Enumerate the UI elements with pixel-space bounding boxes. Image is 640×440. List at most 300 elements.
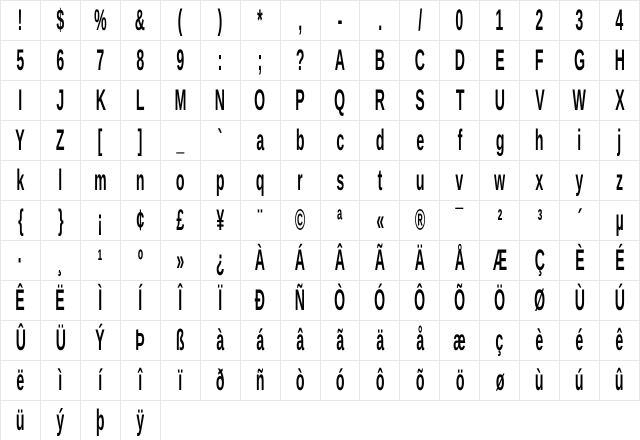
glyph-character: ý — [56, 403, 65, 437]
glyph-character: o — [175, 163, 185, 197]
glyph-cell[interactable] — [161, 1, 201, 41]
glyph-character: Ä — [414, 243, 425, 277]
glyph-character: r — [297, 163, 303, 197]
glyph-character: å — [415, 323, 424, 357]
glyph-cell[interactable] — [121, 401, 161, 440]
glyph-character: Æ — [492, 243, 507, 277]
glyph-cell[interactable] — [81, 321, 121, 361]
glyph-character: y — [575, 163, 584, 197]
glyph-character: v — [455, 163, 464, 197]
glyph-cell[interactable] — [121, 1, 161, 41]
glyph-cell[interactable] — [480, 1, 520, 41]
glyph-character: w — [494, 163, 506, 197]
glyph-character: Ø — [534, 283, 546, 317]
glyph-character: P — [295, 83, 305, 117]
glyph-cell[interactable] — [400, 161, 440, 201]
glyph-character: ø — [495, 363, 505, 397]
glyph-character: Ó — [374, 283, 386, 317]
glyph-cell[interactable] — [281, 241, 321, 281]
glyph-character: ï — [178, 363, 183, 397]
glyph-character: N — [215, 83, 226, 117]
glyph-character: s — [336, 163, 344, 197]
glyph-cell[interactable] — [440, 361, 480, 401]
glyph-cell[interactable] — [161, 281, 201, 321]
glyph-character: ² — [497, 203, 503, 237]
glyph-cell[interactable] — [121, 121, 161, 161]
glyph-cell[interactable] — [81, 41, 121, 81]
glyph-cell[interactable] — [201, 161, 241, 201]
glyph-character: ª — [337, 203, 343, 237]
glyph-character: 0 — [455, 3, 464, 37]
glyph-cell[interactable] — [321, 1, 361, 41]
glyph-cell[interactable] — [41, 241, 81, 281]
glyph-character: R — [374, 83, 385, 117]
glyph-character: V — [534, 83, 545, 117]
glyph-character: ì — [58, 363, 63, 397]
glyph-cell[interactable] — [600, 1, 640, 41]
glyph-character: W — [572, 83, 587, 117]
glyph-cell[interactable] — [400, 121, 440, 161]
glyph-character: ! — [18, 3, 23, 37]
glyph-cell[interactable] — [1, 241, 41, 281]
glyph-cell[interactable] — [360, 361, 400, 401]
glyph-character: ã — [336, 323, 344, 357]
glyph-cell[interactable] — [41, 41, 81, 81]
glyph-cell[interactable] — [520, 241, 560, 281]
glyph-cell[interactable] — [241, 241, 281, 281]
glyph-character: , — [298, 3, 302, 37]
glyph-character: Ñ — [294, 283, 306, 317]
glyph-cell[interactable] — [241, 161, 281, 201]
glyph-character: 7 — [96, 43, 105, 77]
glyph-character: { — [17, 203, 24, 237]
glyph-character: Í — [138, 283, 143, 317]
glyph-character: ? — [295, 43, 305, 77]
glyph-cell[interactable] — [201, 1, 241, 41]
glyph-cell[interactable] — [321, 321, 361, 361]
glyph-character: L — [135, 83, 145, 117]
glyph-cell[interactable] — [440, 81, 480, 121]
glyph-cell[interactable] — [1, 121, 41, 161]
glyph-cell[interactable] — [121, 241, 161, 281]
glyph-character: Ê — [15, 283, 26, 317]
glyph-cell[interactable] — [560, 361, 600, 401]
glyph-cell[interactable] — [400, 361, 440, 401]
glyph-cell[interactable] — [241, 1, 281, 41]
glyph-character: x — [535, 163, 544, 197]
glyph-character: $ — [56, 3, 65, 37]
glyph-character: G — [574, 43, 586, 77]
glyph-cell[interactable] — [360, 1, 400, 41]
glyph-cell[interactable] — [281, 41, 321, 81]
glyph-character: í — [98, 363, 103, 397]
glyph-cell[interactable] — [600, 241, 640, 281]
glyph-character: £ — [176, 203, 185, 237]
glyph-character: Õ — [454, 283, 466, 317]
glyph-cell[interactable] — [201, 321, 241, 361]
glyph-character: % — [94, 3, 107, 37]
glyph-cell[interactable] — [161, 321, 201, 361]
glyph-cell[interactable] — [480, 201, 520, 241]
glyph-character: Ã — [374, 243, 385, 277]
glyph-character: ´ — [577, 203, 582, 237]
glyph-cell[interactable] — [360, 241, 400, 281]
glyph-cell[interactable] — [321, 41, 361, 81]
glyph-cell[interactable] — [360, 161, 400, 201]
glyph-cell[interactable] — [440, 281, 480, 321]
glyph-cell[interactable] — [600, 81, 640, 121]
glyph-character: a — [256, 123, 265, 157]
glyph-cell[interactable] — [201, 81, 241, 121]
glyph-character: Ô — [414, 283, 426, 317]
glyph-cell[interactable] — [400, 41, 440, 81]
glyph-character: [ — [97, 123, 103, 157]
glyph-cell[interactable] — [440, 241, 480, 281]
glyph-cell[interactable] — [600, 161, 640, 201]
glyph-character: é — [575, 323, 584, 357]
glyph-cell[interactable] — [41, 281, 81, 321]
glyph-cell[interactable] — [321, 241, 361, 281]
glyph-cell[interactable] — [440, 41, 480, 81]
glyph-cell[interactable] — [121, 281, 161, 321]
glyph-cell[interactable] — [600, 361, 640, 401]
glyph-cell[interactable] — [281, 1, 321, 41]
glyph-character: u — [415, 163, 425, 197]
glyph-cell[interactable] — [281, 321, 321, 361]
glyph-cell[interactable] — [360, 321, 400, 361]
glyph-cell[interactable] — [360, 81, 400, 121]
glyph-cell[interactable] — [560, 321, 600, 361]
glyph-cell[interactable] — [520, 41, 560, 81]
glyph-character: Ç — [534, 243, 545, 277]
glyph-character: ¢ — [136, 203, 145, 237]
glyph-cell[interactable] — [81, 121, 121, 161]
glyph-character: - — [337, 3, 343, 37]
glyph-character: H — [614, 43, 625, 77]
glyph-cell[interactable] — [520, 121, 560, 161]
glyph-cell[interactable] — [560, 81, 600, 121]
glyph-cell[interactable] — [480, 321, 520, 361]
glyph-character: Ð — [254, 283, 266, 317]
glyph-cell[interactable] — [241, 81, 281, 121]
glyph-cell[interactable] — [41, 81, 81, 121]
glyph-cell[interactable] — [41, 161, 81, 201]
glyph-cell[interactable] — [281, 161, 321, 201]
glyph-cell[interactable] — [440, 121, 480, 161]
glyph-cell[interactable] — [201, 41, 241, 81]
glyph-cell[interactable] — [201, 201, 241, 241]
glyph-cell[interactable] — [520, 361, 560, 401]
glyph-cell[interactable] — [360, 201, 400, 241]
empty-grid-area — [161, 401, 640, 440]
glyph-character: Ü — [55, 323, 66, 357]
glyph-cell[interactable] — [1, 81, 41, 121]
glyph-character: 6 — [56, 43, 65, 77]
glyph-character: ü — [16, 403, 25, 437]
glyph-cell[interactable] — [281, 281, 321, 321]
glyph-cell[interactable] — [520, 201, 560, 241]
glyph-character: p — [215, 163, 225, 197]
glyph-cell[interactable] — [321, 361, 361, 401]
glyph-character: X — [614, 83, 625, 117]
glyph-character: ) — [217, 3, 223, 37]
glyph-character: f — [457, 123, 463, 157]
glyph-character: j — [617, 123, 622, 157]
glyph-character: _ — [176, 123, 185, 157]
glyph-character: û — [615, 363, 624, 397]
glyph-cell[interactable] — [161, 121, 201, 161]
glyph-cell[interactable] — [81, 401, 121, 440]
glyph-cell[interactable] — [121, 41, 161, 81]
glyph-character: / — [417, 3, 422, 37]
glyph-cell[interactable] — [81, 281, 121, 321]
glyph-cell[interactable] — [400, 321, 440, 361]
glyph-character: ¡ — [97, 203, 103, 237]
glyph-cell[interactable] — [321, 81, 361, 121]
glyph-cell[interactable] — [1, 361, 41, 401]
glyph-character: m — [94, 163, 107, 197]
glyph-cell[interactable] — [281, 201, 321, 241]
glyph-cell[interactable] — [161, 81, 201, 121]
glyph-character: F — [535, 43, 544, 77]
glyph-character: ê — [615, 323, 624, 357]
glyph-cell[interactable] — [41, 201, 81, 241]
glyph-cell[interactable] — [480, 41, 520, 81]
glyph-cell[interactable] — [560, 281, 600, 321]
glyph-character: ` — [217, 123, 223, 157]
glyph-character: » — [176, 243, 185, 277]
glyph-cell[interactable] — [121, 201, 161, 241]
glyph-character: 8 — [136, 43, 145, 77]
glyph-cell[interactable] — [400, 201, 440, 241]
glyph-character: ¿ — [215, 243, 225, 277]
glyph-character: Z — [56, 123, 65, 157]
glyph-cell[interactable] — [400, 1, 440, 41]
glyph-cell[interactable] — [321, 121, 361, 161]
glyph-cell[interactable] — [161, 361, 201, 401]
glyph-character: ú — [575, 363, 584, 397]
glyph-character: ß — [175, 323, 185, 357]
glyph-character: M — [174, 83, 187, 117]
glyph-character: 1 — [495, 3, 504, 37]
glyph-character: ÿ — [136, 403, 145, 437]
glyph-cell[interactable] — [440, 161, 480, 201]
glyph-character: O — [254, 83, 266, 117]
glyph-character: U — [494, 83, 505, 117]
glyph-character: Ë — [55, 283, 66, 317]
glyph-character: J — [56, 83, 65, 117]
glyph-character: A — [334, 43, 346, 77]
glyph-character: ] — [137, 123, 143, 157]
glyph-character: ¹ — [97, 243, 103, 277]
glyph-cell[interactable] — [201, 121, 241, 161]
glyph-character: c — [336, 123, 344, 157]
glyph-character: · — [18, 243, 23, 277]
glyph-cell[interactable] — [41, 321, 81, 361]
glyph-cell[interactable] — [520, 281, 560, 321]
glyph-character: B — [374, 43, 385, 77]
glyph-cell[interactable] — [600, 281, 640, 321]
glyph-character: q — [255, 163, 265, 197]
glyph-cell[interactable] — [41, 1, 81, 41]
glyph-character: 5 — [16, 43, 25, 77]
glyph-cell[interactable] — [81, 161, 121, 201]
glyph-cell[interactable] — [480, 241, 520, 281]
glyph-character: á — [256, 323, 265, 357]
glyph-cell[interactable] — [241, 361, 281, 401]
glyph-cell[interactable] — [321, 201, 361, 241]
glyph-cell[interactable] — [560, 1, 600, 41]
glyph-cell[interactable] — [41, 401, 81, 440]
glyph-cell[interactable] — [161, 161, 201, 201]
glyph-character: z — [616, 163, 624, 197]
glyph-cell[interactable] — [440, 201, 480, 241]
glyph-cell[interactable] — [1, 401, 41, 440]
glyph-cell[interactable] — [360, 281, 400, 321]
glyph-cell[interactable] — [400, 281, 440, 321]
glyph-cell[interactable] — [121, 321, 161, 361]
glyph-character: D — [454, 43, 465, 77]
glyph-cell[interactable] — [241, 121, 281, 161]
glyph-cell[interactable] — [1, 41, 41, 81]
glyph-character: t — [377, 163, 383, 197]
glyph-cell[interactable] — [560, 41, 600, 81]
glyph-character: è — [535, 323, 544, 357]
glyph-cell[interactable] — [560, 121, 600, 161]
glyph-character: ¨ — [257, 203, 263, 237]
glyph-cell[interactable] — [1, 161, 41, 201]
glyph-cell[interactable] — [321, 281, 361, 321]
glyph-cell[interactable] — [241, 201, 281, 241]
glyph-character: & — [135, 3, 146, 37]
glyph-cell[interactable] — [480, 281, 520, 321]
glyph-cell[interactable] — [161, 241, 201, 281]
glyph-character: I — [18, 83, 23, 117]
glyph-cell[interactable] — [600, 201, 640, 241]
glyph-cell[interactable] — [440, 321, 480, 361]
glyph-character: } — [57, 203, 64, 237]
glyph-cell[interactable] — [600, 321, 640, 361]
glyph-cell[interactable] — [600, 41, 640, 81]
glyph-character: S — [415, 83, 425, 117]
glyph-cell[interactable] — [520, 1, 560, 41]
glyph-cell[interactable] — [201, 281, 241, 321]
glyph-character: l — [58, 163, 63, 197]
glyph-cell[interactable] — [480, 361, 520, 401]
glyph-cell[interactable] — [81, 201, 121, 241]
glyph-cell[interactable] — [241, 321, 281, 361]
glyph-character: * — [257, 3, 263, 37]
glyph-cell[interactable] — [480, 121, 520, 161]
glyph-cell[interactable] — [81, 241, 121, 281]
glyph-cell[interactable] — [1, 321, 41, 361]
glyph-character: ¥ — [216, 203, 225, 237]
glyph-cell[interactable] — [81, 81, 121, 121]
glyph-character: þ — [96, 403, 105, 437]
glyph-cell[interactable] — [161, 201, 201, 241]
glyph-cell[interactable] — [560, 201, 600, 241]
glyph-cell[interactable] — [400, 241, 440, 281]
glyph-cell[interactable] — [41, 361, 81, 401]
glyph-cell[interactable] — [281, 121, 321, 161]
glyph-character: i — [577, 123, 582, 157]
glyph-character: h — [535, 123, 544, 157]
glyph-cell[interactable] — [400, 81, 440, 121]
glyph-cell[interactable] — [360, 121, 400, 161]
glyph-cell[interactable] — [560, 241, 600, 281]
glyph-character: ; — [257, 43, 263, 77]
glyph-cell[interactable] — [520, 321, 560, 361]
glyph-cell[interactable] — [480, 161, 520, 201]
glyph-cell[interactable] — [321, 161, 361, 201]
glyph-character: n — [135, 163, 145, 197]
glyph-character: º — [137, 243, 143, 277]
glyph-character: Î — [178, 283, 183, 317]
glyph-cell[interactable] — [81, 1, 121, 41]
glyph-cell[interactable] — [201, 241, 241, 281]
glyph-cell[interactable] — [121, 161, 161, 201]
glyph-character: : — [217, 43, 223, 77]
glyph-cell[interactable] — [520, 81, 560, 121]
glyph-character: ( — [177, 3, 183, 37]
glyph-character: Á — [294, 243, 306, 277]
glyph-cell[interactable] — [241, 41, 281, 81]
glyph-character: ¯ — [455, 203, 464, 237]
glyph-character: æ — [453, 323, 467, 357]
glyph-character: ò — [295, 363, 305, 397]
glyph-character: © — [294, 203, 306, 237]
glyph-cell[interactable] — [1, 1, 41, 41]
glyph-cell[interactable] — [121, 81, 161, 121]
glyph-cell[interactable] — [1, 281, 41, 321]
glyph-character: C — [414, 43, 425, 77]
glyph-character: ë — [16, 363, 25, 397]
glyph-cell[interactable] — [560, 161, 600, 201]
glyph-character: k — [16, 163, 25, 197]
glyph-character: g — [495, 123, 505, 157]
glyph-cell[interactable] — [520, 161, 560, 201]
glyph-cell[interactable] — [81, 361, 121, 401]
glyph-character: È — [574, 243, 585, 277]
glyph-cell[interactable] — [201, 361, 241, 401]
glyph-character: Ò — [334, 283, 346, 317]
glyph-cell[interactable] — [41, 121, 81, 161]
glyph-character: T — [455, 83, 465, 117]
glyph-character: K — [95, 83, 106, 117]
glyph-character: õ — [415, 363, 425, 397]
glyph-cell[interactable] — [281, 361, 321, 401]
glyph-character: ³ — [537, 203, 543, 237]
glyph-character: 4 — [615, 3, 624, 37]
glyph-character: Å — [454, 243, 465, 277]
glyph-character: b — [295, 123, 305, 157]
glyph-character: d — [375, 123, 385, 157]
glyph-character: ç — [495, 323, 504, 357]
glyph-cell[interactable] — [241, 281, 281, 321]
glyph-cell[interactable] — [600, 121, 640, 161]
glyph-cell[interactable] — [480, 81, 520, 121]
glyph-cell[interactable] — [360, 41, 400, 81]
glyph-cell[interactable] — [161, 41, 201, 81]
glyph-cell[interactable] — [1, 201, 41, 241]
glyph-character: Ý — [95, 323, 106, 357]
glyph-cell[interactable] — [281, 81, 321, 121]
glyph-character: 3 — [575, 3, 584, 37]
glyph-character: Y — [15, 123, 26, 157]
glyph-character: ® — [414, 203, 426, 237]
glyph-cell[interactable] — [121, 361, 161, 401]
glyph-cell[interactable] — [440, 1, 480, 41]
